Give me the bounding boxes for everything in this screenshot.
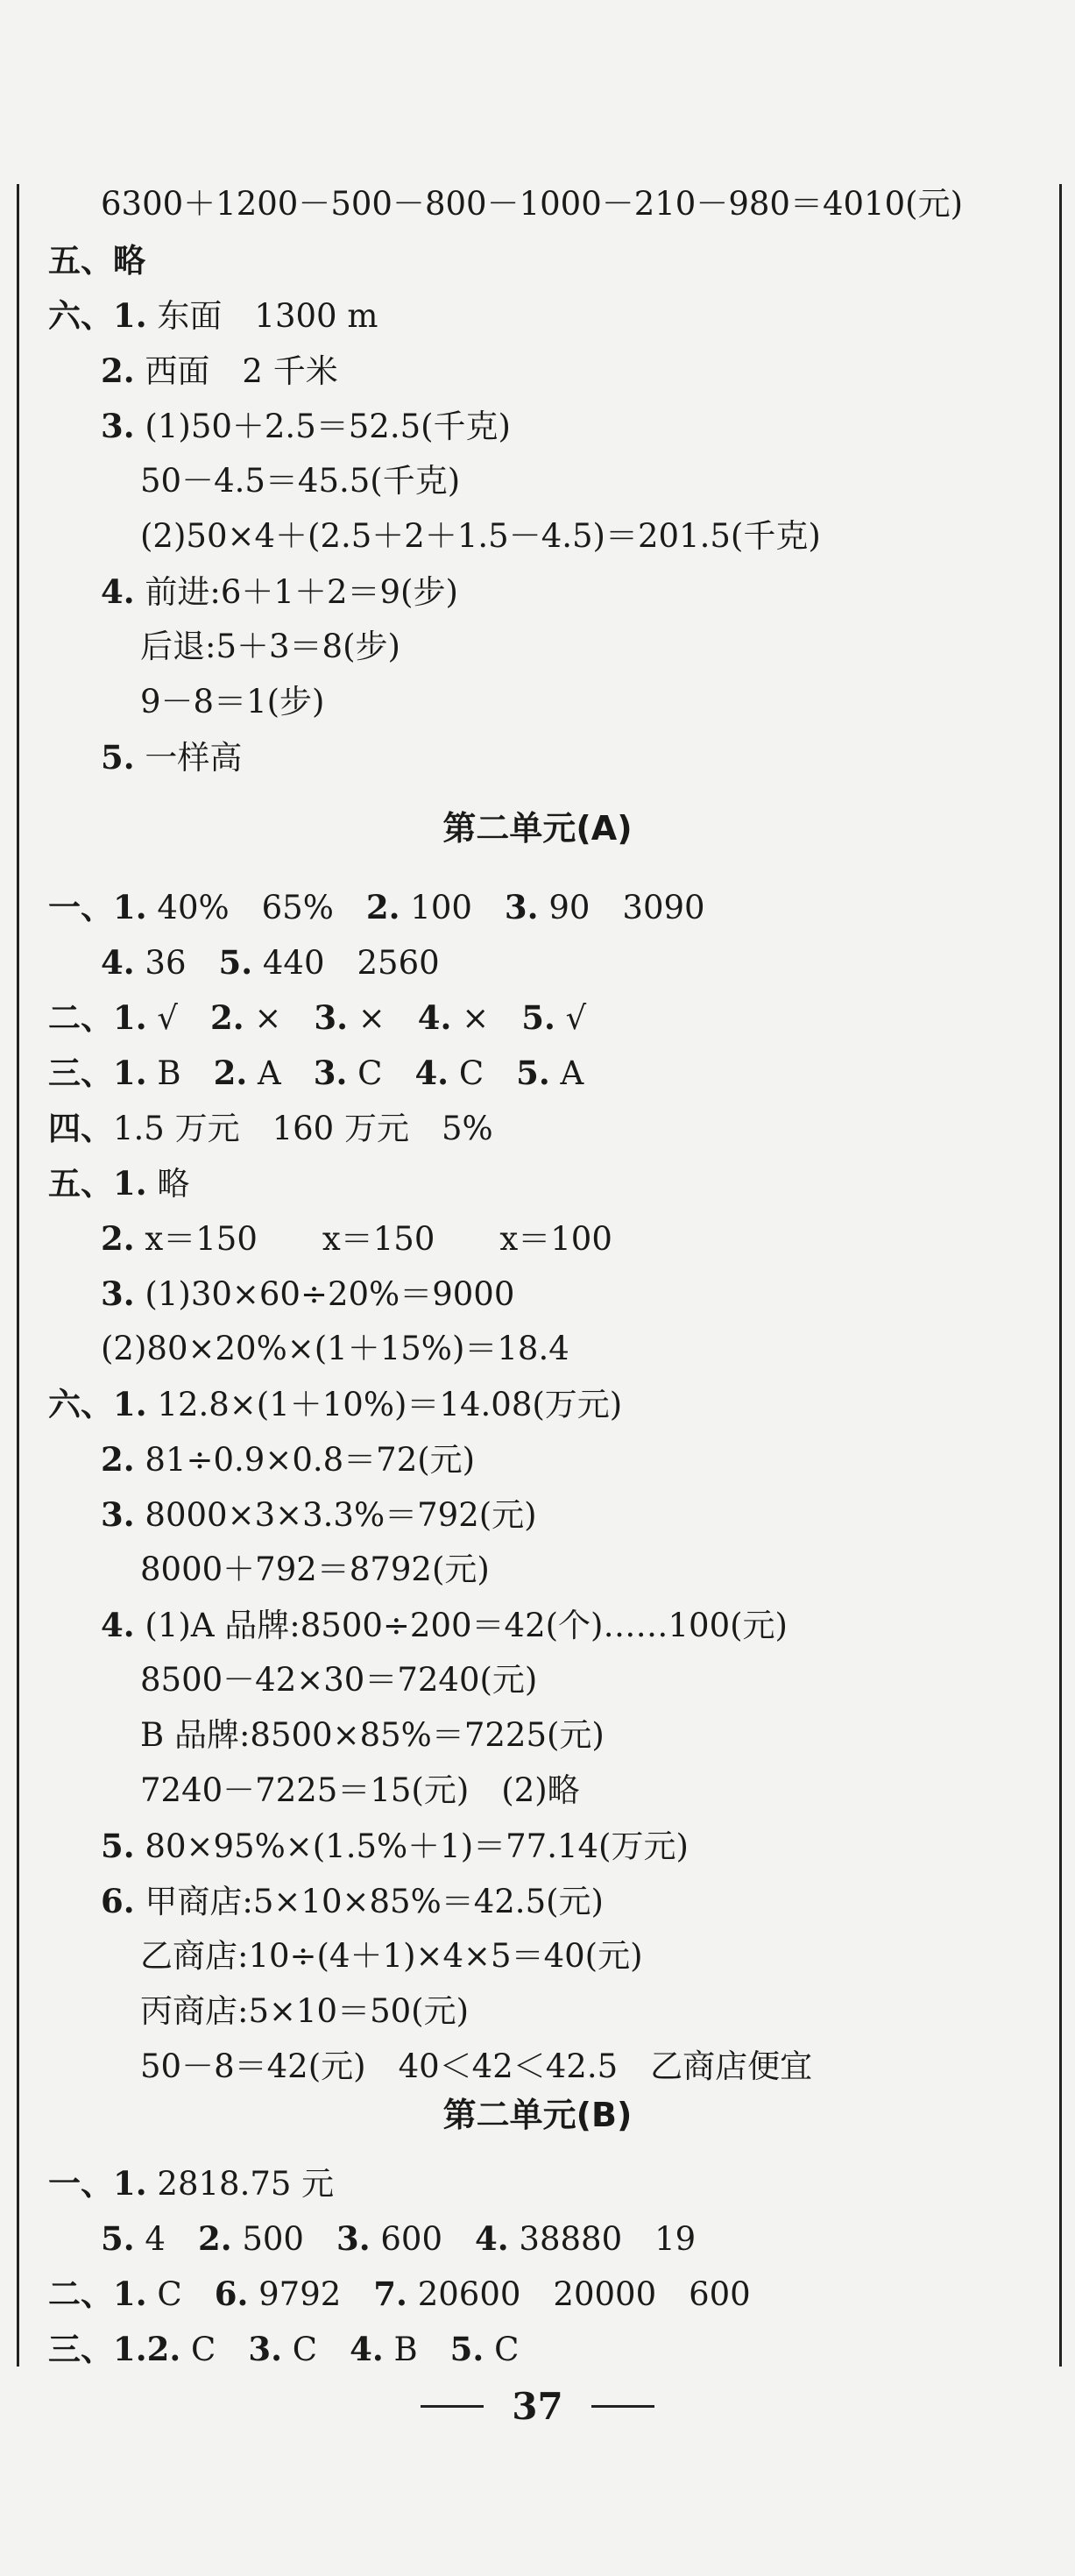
question-number: 4. (414, 1054, 449, 1092)
answer-line (140, 514, 821, 558)
answer-text: 一样高 (134, 739, 243, 777)
answer-text: C (484, 2331, 520, 2368)
answer-text: 12.8×(1＋10%)＝14.08(万元) (146, 1386, 623, 1423)
answer-text: 8000＋792＝8792(元) (140, 1551, 490, 1588)
answer-line (101, 1824, 689, 1869)
answer-line (101, 1603, 788, 1648)
answer-text: 20600 20000 600 (407, 2275, 751, 2313)
answer-text: 9792 (248, 2275, 374, 2313)
left-border-line (17, 184, 19, 2367)
answer-text: (1)50＋2.5＝52.5(千克) (134, 408, 511, 445)
question-number: 二、1. (48, 2274, 147, 2313)
answer-text: 2818.75 元 (146, 2165, 367, 2203)
question-number: 6. (214, 2274, 249, 2313)
answer-text: B (146, 1054, 214, 1092)
answer-line (140, 1934, 643, 1978)
answer-line (101, 182, 963, 226)
answer-line (101, 404, 511, 449)
question-number: 六、1. (48, 1385, 147, 1423)
answer-text: √ (146, 999, 210, 1037)
answer-text: C (282, 2331, 350, 2368)
answer-text: C (347, 1054, 415, 1092)
question-number: 4. (475, 2219, 509, 2258)
question-number: 2. (209, 998, 244, 1037)
answer-text: 后退:5＋3＝8(步) (140, 628, 400, 665)
question-number: 5. (449, 2330, 484, 2368)
question-number: 4. (350, 2330, 384, 2368)
answer-text: A (247, 1054, 314, 1092)
answer-line (48, 1106, 493, 1151)
answer-line (101, 1437, 475, 1482)
question-number: 5. (101, 1827, 135, 1865)
answer-line (101, 1879, 604, 1924)
answer-text: C (449, 1054, 517, 1092)
question-number: 6. (101, 1882, 135, 1920)
answer-text: 乙商店:10÷(4＋1)×4×5＝40(元) (140, 1937, 643, 1975)
question-number: 四、 (48, 1109, 113, 1147)
question-number: 2. (101, 1440, 135, 1479)
question-number: 三、1. (48, 2330, 147, 2368)
answer-text: B 品牌:8500×85%＝7225(元) (140, 1716, 605, 1754)
question-number: 3. (101, 1495, 135, 1534)
answer-text: 90 3090 (538, 889, 705, 926)
answer-text: 8000×3×3.3%＝792(元) (134, 1496, 537, 1534)
question-number: 2. (146, 2330, 181, 2368)
answer-text: B (383, 2331, 450, 2368)
answer-line (101, 940, 440, 985)
question-number: 4. (417, 998, 452, 1037)
answer-line (140, 680, 325, 724)
answer-line (140, 459, 460, 503)
answer-line (140, 1769, 580, 1813)
question-number: 5. (516, 1054, 550, 1092)
section-heading-unit2b: 第二单元(B) (442, 2096, 633, 2134)
answer-text: x＝150 x＝150 x＝100 (134, 1220, 612, 1258)
answer-text: √ (555, 999, 587, 1037)
question-number: 2. (213, 1054, 248, 1092)
answer-line (48, 238, 145, 283)
answer-text: 9－8＝1(步) (140, 683, 325, 720)
answer-line (48, 885, 705, 930)
question-number: 4. (101, 943, 135, 982)
answer-text: 600 (370, 2220, 476, 2258)
answer-text: 500 (231, 2220, 336, 2258)
answer-line (48, 2327, 519, 2372)
answer-text: C (146, 2275, 215, 2313)
answer-line (101, 349, 338, 394)
right-border-line (1059, 184, 1062, 2367)
answer-text: 81÷0.9×0.8＝72(元) (134, 1441, 476, 1479)
answer-line (48, 996, 586, 1040)
answer-text: 40% 65% (146, 889, 366, 926)
question-number: 二、1. (48, 998, 147, 1037)
answer-text: 东面 1300 m (146, 297, 378, 335)
answer-text: × (451, 999, 522, 1037)
question-number: 5. (101, 738, 135, 777)
answer-text: 6300＋1200－500－800－1000－210－980＝4010(元) (101, 185, 964, 223)
question-number: 五、略 (48, 241, 145, 280)
answer-line (101, 2217, 696, 2261)
answer-text: 100 (400, 889, 505, 926)
answer-line (101, 735, 242, 780)
footer-dash-right (591, 2405, 654, 2408)
question-number: 3. (336, 2219, 371, 2258)
answer-line (140, 625, 400, 669)
answer-text: C (180, 2331, 249, 2368)
answer-text: × (244, 999, 315, 1037)
answer-line (101, 1272, 514, 1316)
answer-line (140, 1658, 537, 1702)
answer-text: 西面 2 千米 (134, 352, 338, 390)
section-heading-unit2a: 第二单元(A) (442, 809, 633, 848)
question-number: 六、1. (48, 296, 147, 335)
question-number: 4. (101, 1606, 135, 1644)
question-number: 三、1. (48, 1054, 147, 1092)
question-number: 5. (521, 998, 555, 1037)
question-number: 2. (197, 2219, 232, 2258)
question-number: 一、1. (48, 888, 147, 926)
answer-text: × (348, 999, 418, 1037)
question-number: 2. (365, 888, 400, 926)
question-number: 3. (101, 407, 135, 445)
answer-line (140, 2045, 812, 2089)
answer-text: 甲商店:5×10×85%＝42.5(元) (134, 1883, 604, 1920)
question-number: 4. (101, 572, 135, 611)
question-number: 五、1. (48, 1164, 147, 1203)
answer-line (48, 2272, 751, 2317)
answer-text: 50－8＝42(元) 40＜42＜42.5 乙商店便宜 (140, 2047, 813, 2085)
question-number: 7. (373, 2274, 407, 2313)
answer-text: 50－4.5＝45.5(千克) (140, 462, 461, 500)
answer-line (48, 1382, 622, 1427)
answer-text: 前进:6＋1＋2＝9(步) (134, 573, 458, 611)
answer-text: (1)A 品牌:8500÷200＝42(个)……100(元) (134, 1607, 788, 1644)
question-number: 3. (248, 2330, 282, 2368)
question-number: 5. (218, 943, 253, 982)
question-number: 3. (313, 1054, 348, 1092)
question-number: 3. (504, 888, 539, 926)
answer-text: 丙商店:5×10＝50(元) (140, 1992, 470, 2030)
answer-text: 36 (134, 944, 219, 982)
answer-text: 1.5 万元 160 万元 5% (113, 1110, 493, 1147)
answer-text: 80×95%×(1.5%＋1)＝77.14(万元) (134, 1827, 689, 1865)
question-number: 3. (101, 1274, 135, 1313)
question-number: 2. (101, 1219, 135, 1258)
answer-text: (2)50×4＋(2.5＋2＋1.5－4.5)＝201.5(千克) (140, 517, 821, 555)
answer-text: 略 (146, 1165, 190, 1203)
answer-line (101, 1327, 569, 1371)
answer-text: 8500－42×30＝7240(元) (140, 1661, 538, 1699)
question-number: 5. (101, 2219, 135, 2258)
answer-line (48, 2161, 366, 2206)
question-number: 2. (101, 351, 135, 390)
answer-line (140, 1990, 469, 2033)
answer-line (101, 570, 458, 614)
answer-text: (1)30×60÷20%＝9000 (134, 1275, 515, 1313)
answer-text: 7240－7225＝15(元) (2)略 (140, 1771, 580, 1809)
answer-text: 4 (134, 2220, 198, 2258)
answer-text: (2)80×20%×(1＋15%)＝18.4 (101, 1330, 569, 1367)
answer-text: A (549, 1054, 584, 1092)
page-footer (0, 2380, 1075, 2432)
page-number: 37 (512, 2384, 563, 2428)
footer-dash-left (421, 2405, 484, 2408)
answer-line (101, 1493, 537, 1537)
answer-line (48, 294, 378, 338)
question-number: 3. (314, 998, 349, 1037)
answer-line (48, 1161, 189, 1206)
answer-line (101, 1217, 612, 1261)
answer-line (48, 1051, 583, 1096)
question-number: 一、1. (48, 2164, 147, 2203)
answer-text: 440 2560 (252, 944, 440, 982)
answer-line (140, 1714, 605, 1757)
answer-line (140, 1548, 490, 1592)
answer-text: 38880 19 (508, 2220, 697, 2258)
